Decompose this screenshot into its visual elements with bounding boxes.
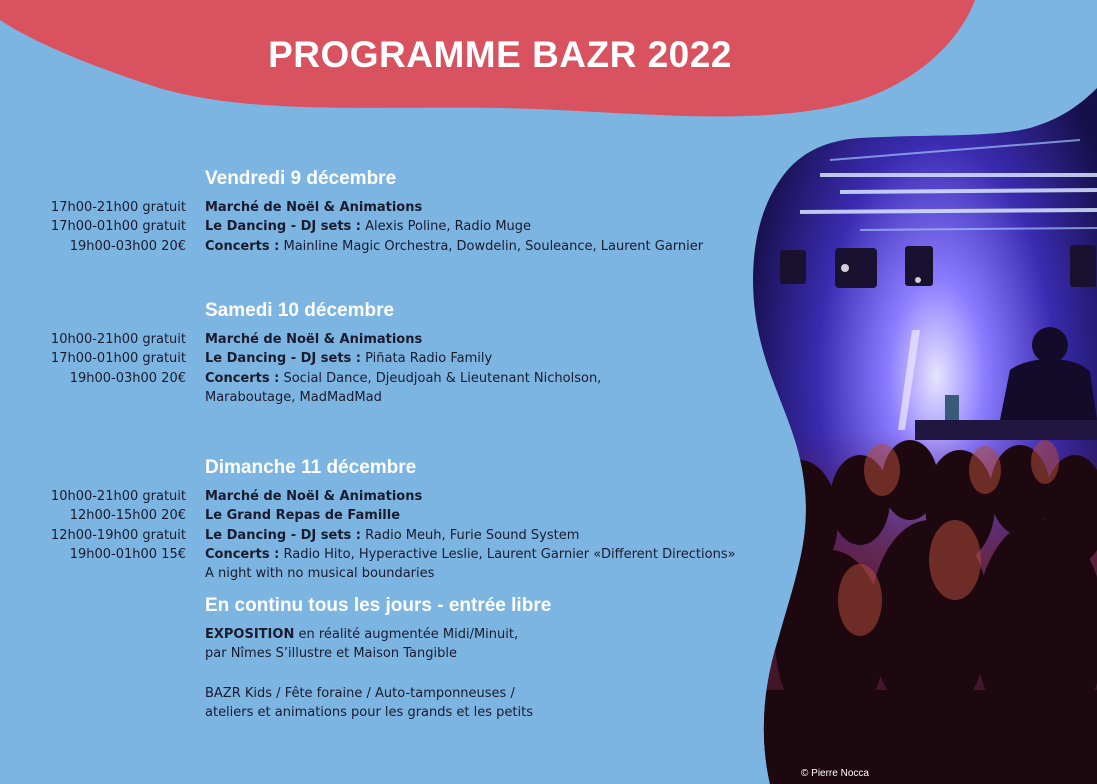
event-line: Le Dancing - DJ sets : Piñata Radio Family: [205, 351, 493, 367]
exposition-line: par Nîmes S’illustre et Maison Tangible: [205, 646, 457, 662]
event-line: Marché de Noël & Animations: [205, 200, 423, 215]
day-events-saturday: [205, 330, 760, 407]
day-events-friday: [205, 198, 760, 256]
day-heading-sunday: Dimanche 11 décembre: [205, 457, 417, 478]
day-heading-saturday: Samedi 10 décembre: [205, 300, 395, 321]
kids-line: BAZR Kids / Fête foraine / Auto-tamponneuses /: [205, 686, 515, 701]
event-line: Marché de Noël & Animations: [205, 489, 423, 504]
time-slot: 19h00-03h00 20€: [69, 370, 186, 386]
photo-credit: © Pierre Nocca: [801, 768, 869, 779]
exposition-block: [205, 625, 518, 664]
exposition-line: EXPOSITION en réalité augmentée Midi/Minuit,: [205, 627, 519, 642]
page-title: PROGRAMME BAZR 2022: [268, 34, 732, 75]
day-events-sunday: [205, 487, 760, 583]
day-heading-friday: Vendredi 9 décembre: [205, 168, 397, 189]
event-line: Le Dancing - DJ sets : Radio Meuh, Furie Sound System: [205, 527, 580, 543]
concert-photo: [740, 80, 1097, 784]
day-times-saturday: [20, 330, 186, 388]
event-line: Concerts : Radio Hito, Hyperactive Leslie, Laurent Garnier «Different Directions»: [205, 546, 736, 562]
time-slot: 12h00-15h00 20€: [69, 508, 186, 524]
time-slot: 17h00-01h00 gratuit: [50, 219, 186, 235]
continu-heading: En continu tous les jours - entrée libre: [205, 595, 552, 616]
day-times-sunday: [20, 487, 186, 564]
kids-block: [205, 684, 533, 723]
event-line: Marché de Noël & Animations: [205, 332, 423, 347]
time-slot: 10h00-21h00 gratuit: [50, 489, 186, 504]
day-times-friday: [20, 198, 186, 256]
time-slot: 19h00-03h00 20€: [69, 238, 186, 254]
time-slot: 19h00-01h00 15€: [69, 546, 186, 562]
event-line: Maraboutage, MadMadMad: [205, 389, 382, 405]
event-line: Concerts : Social Dance, Djeudjoah & Lieutenant Nicholson,: [205, 370, 602, 386]
event-line: Le Dancing - DJ sets : Alexis Poline, Radio Muge: [205, 219, 532, 235]
time-slot: 10h00-21h00 gratuit: [50, 332, 186, 347]
event-line: A night with no musical boundaries: [205, 566, 435, 582]
event-line: Concerts : Mainline Magic Orchestra, Dowdelin, Souleance, Laurent Garnier: [205, 238, 704, 254]
time-slot: 17h00-01h00 gratuit: [50, 351, 186, 367]
time-slot: 12h00-19h00 gratuit: [50, 527, 186, 543]
event-line: Le Grand Repas de Famille: [205, 508, 401, 524]
time-slot: 17h00-21h00 gratuit: [50, 200, 186, 215]
kids-line: ateliers et animations pour les grands et les petits: [205, 705, 533, 721]
